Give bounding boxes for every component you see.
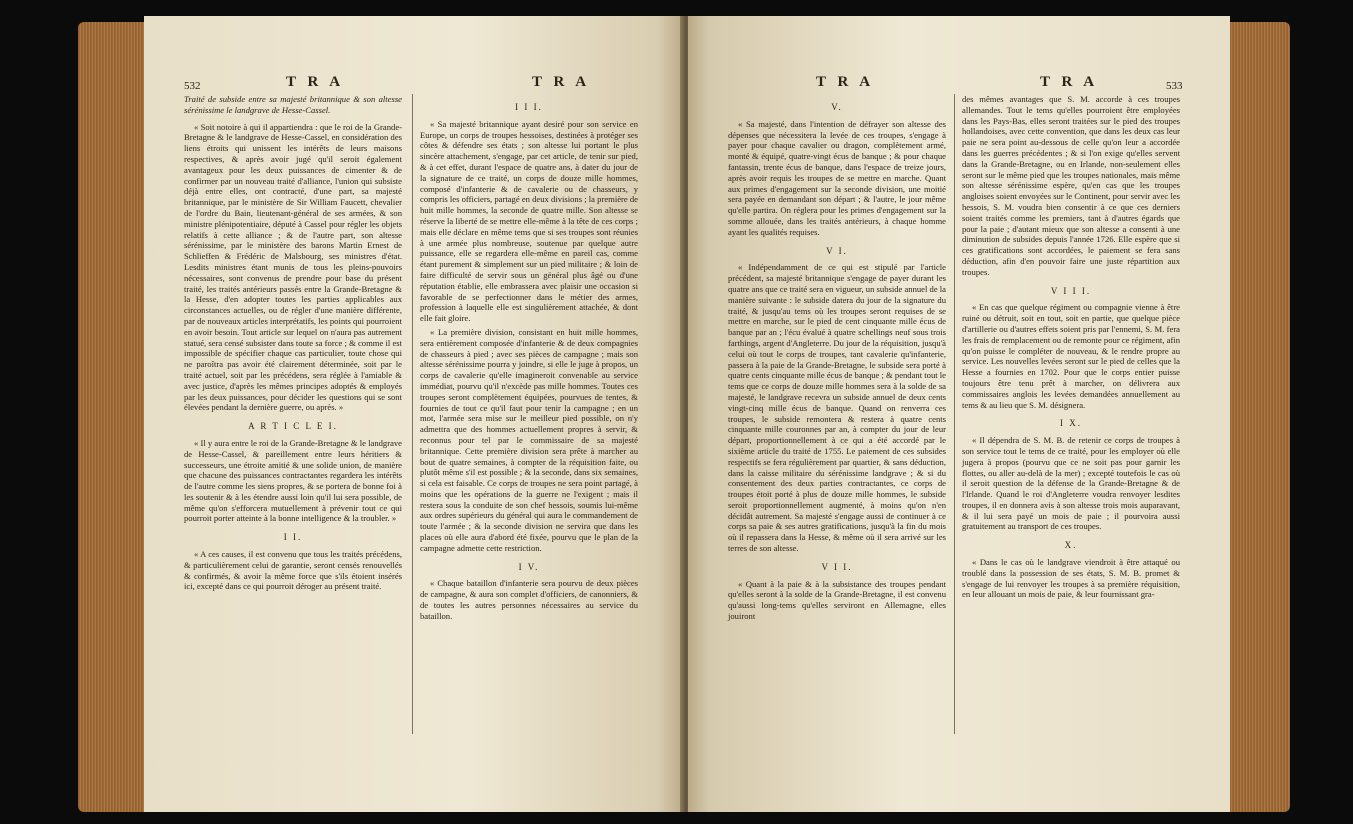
- article-7-text: « Quant à la paie & à la subsistance des troupes pendant qu'elles seront à la solde de la Grande-Bretagne, il est convenu qu'aussi long-tems qu'elles serviront en Allemagne, elles jouiront: [728, 578, 946, 622]
- article-10-text: « Dans le cas où le landgrave viendroit à être attaqué ou troublé dans la possession de ses états, S. M. B. promet & s'engage de lui renvoyer les troupes à sa première réquisition, en leur allouant un mois de paie, & leur fournissant gra-: [962, 557, 1180, 600]
- article-1-heading: A R T I C L E I.: [248, 421, 338, 432]
- article-3-text: « Sa majesté britannique ayant desiré pour son service en Europe, un corps de troupes hessoises, destinées à protéger ses côtes & défendre ses états ; son altesse lui portant le plus sincère attachement, s'engage, par cet article, de tenir sur pied, & à cet effet, durant l'espace de quatre ans, à dater du jour de la signature de ce traité, un corps de douze mille hommes, composé d'infanterie & de cavalerie ou de chasseurs, y compris les officiers, partagé en deux divisions ; la première de huit mille hommes, la seconde de quatre mille. Son altesse se réserve la liberté de se mettre elle-même à la tête de ces corps ; mais elle déclare en même tems que si ses troupes sont réunies à une armée plus nombreuse, soutenue par quelque autre puissance, elle se regardera elle-même en pareil cas, comme étant purement & simplement sur un pied militaire ; & loin de faire difficulté de servir sous un général plus âgé ou d'une réputation établie, elle embrassera avec plaisir une occasion si favorable de se perfectionner dans le métier des armes, profession à laquelle elle est singulièrement attachée, & dont elle fait gloire.: [420, 118, 638, 324]
- book-right-edge: [1228, 22, 1290, 812]
- page-number-right: 533: [1166, 80, 1183, 92]
- article-8-heading: V I I I.: [1050, 285, 1092, 296]
- treaty-title: Traité de subside entre sa majesté britannique & son altesse sérénissime le landgrave de Hesse-Cassel.: [184, 94, 402, 115]
- article-3-heading: I I I.: [515, 102, 543, 112]
- article-7-continuation: des mêmes avantages que S. M. accorde à ces troupes allemandes. Tout le tems qu'elles pourroient être employées dans les Pays-Bas, elles seront traitées sur le pied des troupes hollandoises, avec cette convention, que dans les deux cas leur paie ne sera point au-dessous de celle qu'on leur a accordée dans les guerres précédentes ; & si l'on exige qu'elles servent dans la Grande-Bretagne, ou en Irlande, non-seulement elles seront sur le même pied que les troupes nationales, mais même son altesse sérénissime espère, qu'en cas que les troupes angloises soient envoyées sur le Continent, pour servir avec les hessois, S. M. voudra bien consentir à ce que ces derniers soient traités comme les premiers, tant à d'autres égards que pour la paie ; d'autant mieux que son altesse a consenti à une diminution de subsides depuis l'année 1726. Elle espère que si ces gratifications sont accordées, le paiement se fera sans déduction, afin d'en pouvoir faire une juste répartition aux troupes.: [962, 94, 1180, 277]
- article-6-text: « Indépendamment de ce qui est stipulé par l'article précédent, sa majesté britannique s'engage de payer durant les quatre ans que ce traité sera en vigueur, un subside annuel de la manière suivante : le subside datera du jour de la signature du traité, & jusqu'au tems où les troupes seront requises de se mettre en marche, sur le pied de cent cinquante mille écus de banque par an ; l'écu évalué à quatre schellings neuf sous trois farthings, argent d'Angleterre. Du jour de la réquisition, jusqu'à celui où tout le corps de troupes, tant cavalerie qu'infanterie, passera à la paie de la Grande-Bretagne, le subside sera porté à quatre cents cinquante mille écus de banque ; & pendant tout le tems que ce corps de douze mille hommes sera à la solde de sa majesté, le landgrave recevra un subside annuel de deux cents vingt-cinq mille écus de banque. Quand on renverra ces troupes, le subside remontera & restera à quatre cents cinquante mille couronnes par an, à compter du jour de leur départ, proportionnellement à ce qui a été accordé par le sixième article du traité de 1755. Le paiement de ces subsides respectifs se fera régulièrement par quartier, & sans déduction, dans la caisse militaire du sérénissime landgrave ; & si du consentement des deux parties contractantes, ce corps de troupes étoit porté à plus de douze mille hommes, le subside seroit proportionnellement augmenté, à moins qu'on n'en décidât autrement. Sa majesté s'engage aussi de continuer à ce corps sa paie & ses autres gratifications, jusqu'à la fin du mois où il repassera dans la Hesse, & même où il sera arrivé sur les terres de son altesse.: [728, 262, 946, 554]
- right-page: [688, 16, 1230, 812]
- running-head-right-1: T R A: [816, 74, 875, 90]
- right-page-column-1: [728, 94, 946, 625]
- article-2-heading: I I.: [283, 532, 303, 543]
- running-head-right-2: T R A: [1040, 74, 1099, 90]
- article-4-text: « Chaque bataillon d'infanterie sera pourvu de deux pièces de campagne, & aura son complet d'officiers, de canonniers, & de toutes les autres personnes nécessaires au service du bataillon.: [420, 578, 638, 621]
- column-rule-right: [954, 94, 955, 734]
- article-9-text: « Il dépendra de S. M. B. de retenir ce corps de troupes à son service tout le tems de ce traité, pour les employer où elle jugera à propos (pourvu que ce ne soit pas pour garnir les flottes, ou aller au-delà de la mer) ; excepté toutefois le cas où il seroit question de la défense de la Grande-Bretagne & de l'Irlande. Quand le roi d'Angleterre voudra renvoyer lesdites troupes, il en donnera avis à son altesse trois mois auparavant, & il lui sera payé un mois de paie ; il pourvoira aussi gratuitement au transport de ces troupes.: [962, 435, 1180, 532]
- article-6-heading: V I.: [826, 245, 848, 256]
- article-5-text: « Sa majesté, dans l'intention de défrayer son altesse des dépenses que nécessitera la levée de ces troupes, s'engage à payer pour chaque cavalier ou dragon, complètement armé, monté & équipé, quatre-vingt écus de banque ; & pour chaque fantassin, trente écus de banque, dans l'espace de treize jours, après avoir requis les troupes de se mettre en marche. Quant aux primes d'engagement sur la seconde division, une moitié sera payée en demandant son départ ; & l'autre, le jour même qu'elle partira. On réglera pour les primes d'engagement sur la somme allouée, dans les traités antérieurs, à chaque homme ayant les qualités requises.: [728, 118, 946, 237]
- article-8-text: « En cas que quelque régiment ou compagnie vienne à être ruiné ou détruit, soit en tout, soit en partie, que quelque pièce d'artillerie ou d'autres effets soient pris par l'ennemi, S. M. fera les frais de remplacement ou de remonte pour ce régiment, afin qu'on puisse le compléter de nouveau, & le rendre propre au service. Les nouvelles levées seront sur le pied de celles que la Hesse a fournies en 1702. Pour que le corps entier puisse toujours être tenu prêt à marcher, on délivrera aux commissaires anglois les levées demandées annuellement au tems & au lieu que S. M. désignera.: [962, 302, 1180, 410]
- article-7-heading: V I I.: [821, 561, 853, 572]
- article-10-heading: X.: [1064, 540, 1078, 551]
- article-4-heading: I V.: [518, 561, 540, 572]
- article-5-heading: V.: [831, 102, 843, 112]
- running-head-left-1: T R A: [286, 74, 345, 90]
- left-page-column-2: [420, 94, 638, 625]
- page-number-left: 532: [184, 80, 201, 92]
- running-head-left-2: T R A: [532, 74, 591, 90]
- article-9-heading: I X.: [1060, 418, 1082, 429]
- left-page: [144, 16, 684, 812]
- preamble: « Soit notoire à qui il appartiendra : que le roi de la Grande-Bretagne & le landgrave de Hesse-Cassel, en considération des liens étroits qui unissent les intérêts de leurs maisons respectives, & après avoir jugé qu'il seroit également avantageux pour les deux puissances de cimenter & de confirmer par un nouveau traité d'alliance, l'union qui subsiste déjà entre elles, ont contracté, d'une part, sa majesté britannique, par le ministère de Sir William Faucett, chevalier de l'ordre du Bain, lieutenant-général de ses armées, & son ministre plénipotentiaire, député à Cassel pour régler les objets relatifs à cette alliance ; & de l'autre part, son altesse sérénissime, par le ministère des barons Martin Ernest de Schlieffen & Frédéric de Malsbourg, ses ministres d'état. Lesdits ministres étant munis de tous les pleins-pouvoirs nécessaires, sont convenus de prendre pour base du présent traité, les traités antérieurs passés entre la Grande-Bretagne & la Hesse, d'en adopter toutes les parties applicables aux circonstances actuelles, ou de régler d'une manière différente, par de nouveaux articles interprétatifs, les points qui pourroient en avoir besoin. Tout article sur lequel on n'aura pas autrement statué, sera censé subsister dans toute sa force ; & comme il est impossible de spécifier chaque cas particulier, toute chose qui ne paroîtra pas avoir été clairement déterminée, soit par le traité actuel, soit par les précédens, sera réglée à l'amiable & avec justice, d'après les mêmes principes adoptés & employés par les deux puissances, pour décider les questions qui se sont élevées pendant la dernière guerre, ou après. »: [184, 121, 402, 413]
- column-rule-left: [412, 94, 413, 734]
- article-1-text: « Il y aura entre le roi de la Grande-Bretagne & le landgrave de Hesse-Cassel, & pareillement entre leurs héritiers & successeurs, une étroite amitié & une solide union, de manière que chacune des puissances contractantes regardera les intérêts de l'autre comme les siens propres, & se portera de bonne foi à les soutenir & à les étendre aussi loin qu'il lui sera possible, de même qu'on s'efforcera mutuellement à prévenir tout ce qui pourroit porter atteinte à la bonne intelligence & la troubler. »: [184, 437, 402, 524]
- article-3b-text: « La première division, consistant en huit mille hommes, sera entièrement composée d'infanterie & de deux compagnies de chasseurs à pied ; avec ses pièces de campagne ; mais son altesse sérénissime pourra y joindre, si elle le juge à propos, un corps de cavalerie qu'elle imagineroit convenable au service immédiat, pourvu qu'il n'excède pas mille hommes. Toutes ces troupes seront complètement équipées, pourvues de tentes, & fournies de tout ce qu'il faut pour tenir la campagne ; en un mot, l'armée sera mise sur le meilleur pied possible, on n'y admettra que des hommes actuellement propres à servir, & reconnus pour tel par le commissaire de sa majesté britannique. Cette première division sera prête à marcher au bout de quatre semaines, à compter de la réquisition faite, ou plutôt même s'il est possible ; & la seconde, dans six semaines, si cela est faisable. Ce corps de troupes ne sera point partagé, à moins que les opérations de la guerre ne l'exigent ; mais il restera sous la conduite de son chef hessois, soumis lui-même aux ordres supérieurs du général qui aura le commandement de toute l'armée ; & la seconde division ne servira que dans les places où elle aura d'abord été fixée, pourvu que le plan de la campagne admette cette restriction.: [420, 326, 638, 553]
- left-page-column-1: [184, 94, 402, 595]
- article-2-text: « A ces causes, il est convenu que tous les traités précédens, & particulièrement celui de garantie, seront censés renouvellés & confirmés, & avoir la même force que s'ils étoient insérés ici, excepté dans ce qui pourroit déroger au présent traité.: [184, 549, 402, 592]
- right-page-column-2: [962, 94, 1180, 603]
- book-left-edge: [78, 22, 148, 812]
